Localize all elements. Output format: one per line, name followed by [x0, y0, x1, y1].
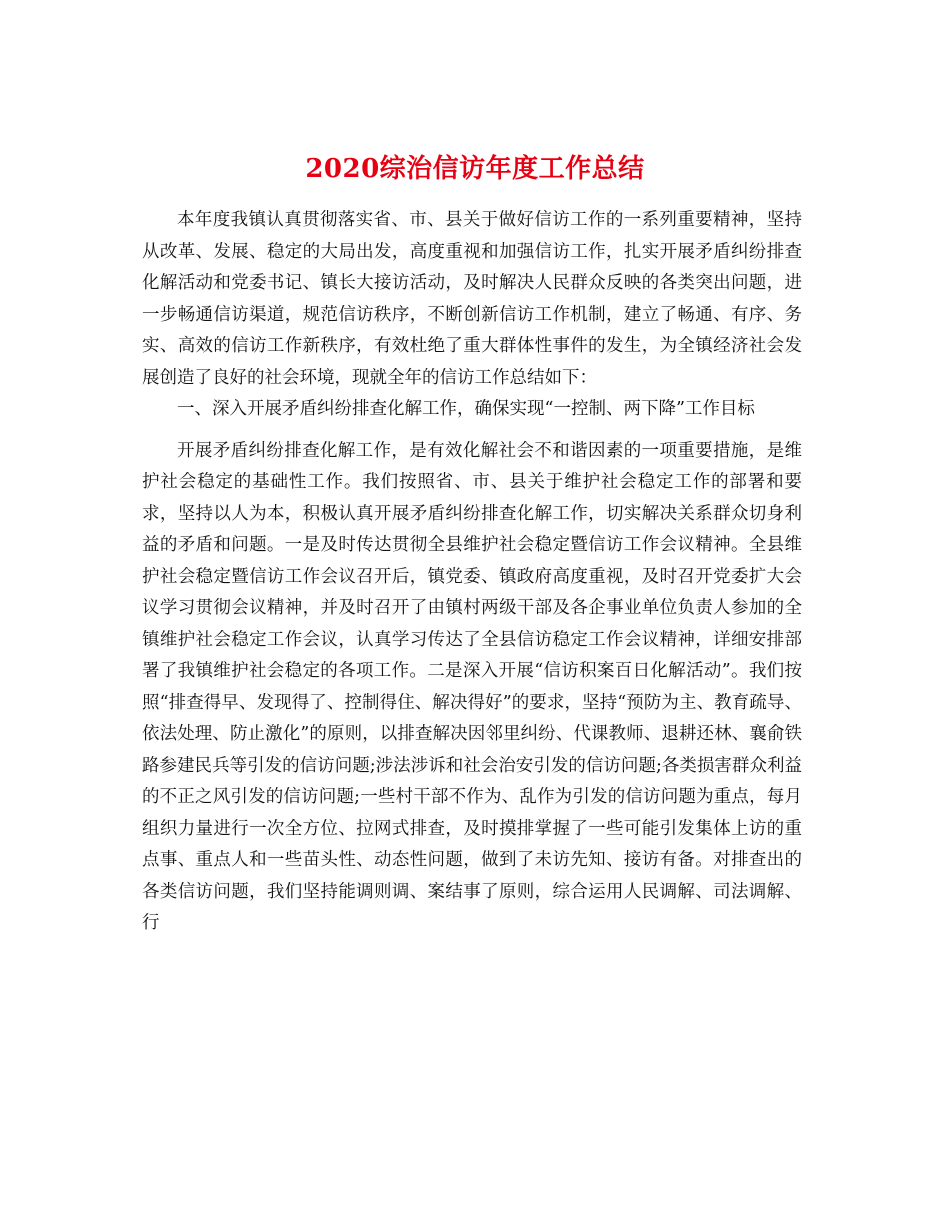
document-body: [142, 205, 802, 940]
body-paragraph: 开展矛盾纠纷排查化解工作，是有效化解社会不和谐因素的一项重要措施，是维护社会稳定的基础性工作。我们按照省、市、县关于维护社会稳定工作的部署和要求，坚持以人为本，积极认真开展矛盾纠纷排查化解工作，切实解决关系群众切身利益的矛盾和问题。一是及时传达贯彻全县维护社会稳定暨信访工作会议精神。全县维护社会稳定暨信访工作会议召开后，镇党委、镇政府高度重视，及时召开党委扩大会议学习贯彻会议精神，并及时召开了由镇村两级干部及各企事业单位负责人参加的全镇维护社会稳定工作会议，认真学习传达了全县信访稳定工作会议精神，详细安排部署了我镇维护社会稳定的各项工作。二是深入开展“信访积案百日化解活动”。我们按照“排查得早、发现得了、控制得住、解决得好”的要求，坚持“预防为主、教育疏导、依法处理、防止激化”的原则，以排查解决因邻里纠纷、代课教师、退耕还林、襄俞铁路参建民兵等引发的信访问题;涉法涉诉和社会治安引发的信访问题;各类损害群众利益的不正之风引发的信访问题;一些村干部不作为、乱作为引发的信访问题为重点，每月组织力量进行一次全方位、拉网式排查，及时摸排掌握了一些可能引发集体上访的重点事、重点人和一些苗头性、动态性问题，做到了未访先知、接访有备。对排查出的各类信访问题，我们坚持能调则调、案结事了原则，综合运用人民调解、司法调解、行: [142, 440, 802, 933]
intro-paragraph: 本年度我镇认真贯彻落实省、市、县关于做好信访工作的一系列重要精神，坚持从改革、发展、稳定的大局出发，高度重视和加强信访工作，扎实开展矛盾纠纷排查化解活动和党委书记、镇长大接访活动，及时解决人民群众反映的各类突出问题，进一步畅通信访渠道，规范信访秩序，不断创新信访工作机制，建立了畅通、有序、务实、高效的信访工作新秩序，有效杜绝了重大群体性事件的发生，为全镇经济社会发展创造了良好的社会环境，现就全年的信访工作总结如下：: [142, 210, 802, 388]
section-heading: 一、深入开展矛盾纠纷排查化解工作，确保实现“一控制、两下降”工作目标: [177, 399, 755, 419]
document-title: 2020综治信访年度工作总结: [305, 154, 645, 185]
